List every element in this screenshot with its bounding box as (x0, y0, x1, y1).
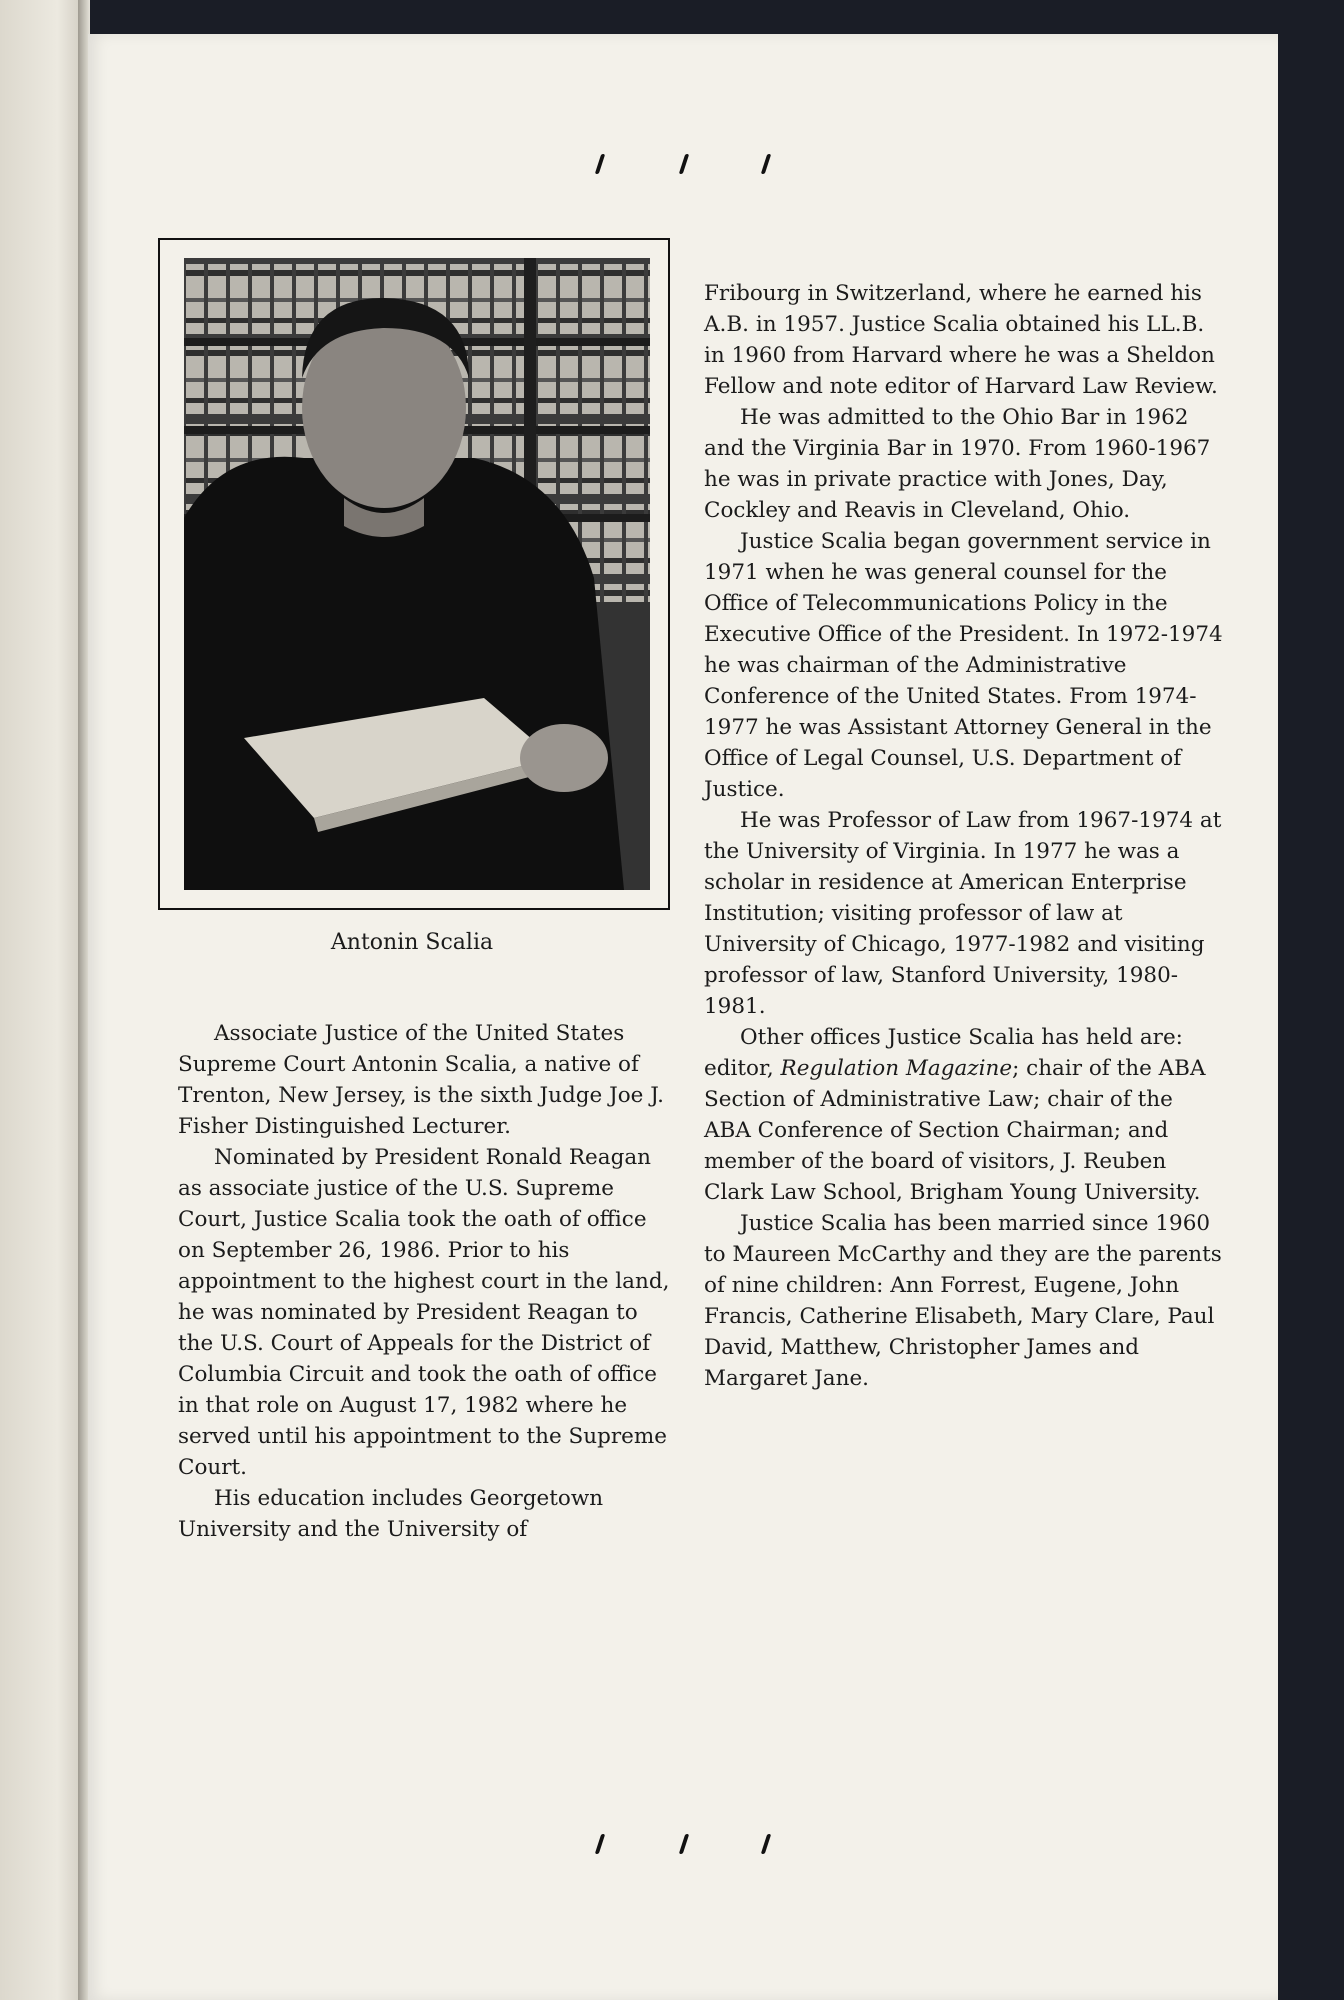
bio-paragraph: Justice Scalia has been married since 1960 to Maureen McCarthy and they are the parents of nine children: Ann Forrest, Eugene, John Francis, Catherine Elisabeth, Mary Clare, Paul David, Matthew, Christopher James and Margaret Jane. (704, 1211, 1222, 1391)
bio-paragraph: Justice Scalia began government service in 1971 when he was general counsel for the Office of Telecommunications Policy in the Executive Office of the President. In 1972-1974 he was chairman of the Administrative Conference of the United States. From 1974-1977 he was Assistant Attorney General in the Office of Legal Counsel, U.S. Department of Justice. (704, 529, 1223, 802)
left-text-column (178, 1018, 678, 1545)
bio-paragraph: Nominated by President Ronald Reagan as associate justice of the U.S. Supreme Court, Justice Scalia took the oath of office on September 26, 1986. Prior to his appointment to the highest court in the land, he was nominated by President Reagan to the U.S. Court of Appeals for the District of Columbia Circuit and took the oath of office in that role on August 17, 1982 where he served until his appointment to the Supreme Court. (178, 1145, 670, 1480)
tick-mark (761, 154, 771, 174)
bio-paragraph: Associate Justice of the United States Supreme Court Antonin Scalia, a native of Trenton, New Jersey, is the sixth Judge Joe J. Fisher Distinguished Lecturer. (178, 1021, 664, 1139)
portrait-illustration (184, 258, 650, 890)
tick-mark (679, 1834, 689, 1854)
bio-paragraph: He was Professor of Law from 1967-1974 at the University of Virginia. In 1977 he was a scholar in residence at American Enterprise Institution; visiting professor of law at University of Chicago, 1977-1982 and visiting professor of law, Stanford University, 1980-1981. (704, 808, 1222, 1019)
photo-caption: Antonin Scalia (330, 930, 494, 955)
bio-text: ; chair of the ABA Section of Administrative Law; chair of the ABA Conference of Section Chairman; and member of the board of visitors, J. Reuben Clark Law School, Brigham Young University. (704, 1056, 1206, 1205)
tick-mark (595, 1834, 605, 1854)
tick-mark (761, 1834, 771, 1854)
tick-mark (595, 154, 605, 174)
bottom-tick-marks (88, 1834, 1278, 1858)
portrait-photo (184, 258, 650, 890)
magazine-title: Regulation Magazine (780, 1056, 1013, 1081)
bio-paragraph: He was admitted to the Ohio Bar in 1962 and the Virginia Bar in 1970. From 1960-1967 he was in private practice with Jones, Day, Cockley and Reavis in Cleveland, Ohio. (704, 405, 1211, 523)
right-text-column (704, 278, 1224, 1394)
bio-paragraph: Fribourg in Switzerland, where he earned his A.B. in 1957. Justice Scalia obtained his LL.B. in 1960 from Harvard where he was a Sheldon Fellow and note editor of Harvard Law Review. (704, 281, 1218, 399)
bio-paragraph: His education includes Georgetown University and the University of (178, 1486, 604, 1542)
tick-mark (679, 154, 689, 174)
bio-paragraph (704, 1022, 1224, 1208)
booklet-page (88, 34, 1278, 2000)
facing-page (0, 0, 82, 2000)
bio-text: Other offices Justice Scalia has held are: editor, (704, 1025, 1183, 1081)
top-tick-marks (88, 154, 1278, 178)
